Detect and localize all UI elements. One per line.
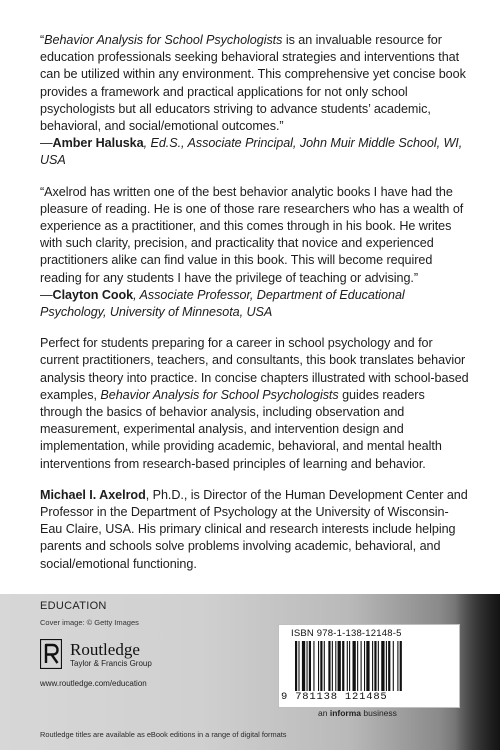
barcode-bar	[324, 641, 325, 691]
barcode-bar	[307, 641, 308, 691]
barcode-digits: 9 781138 121485	[281, 691, 388, 703]
author-name: Michael I. Axelrod	[40, 487, 146, 502]
informa-note	[318, 708, 397, 718]
attribution-role: , Associate Professor, Department of Educational Psychology, University of Minnesota, USA	[40, 287, 405, 320]
publisher-logo	[40, 632, 180, 676]
quote-block-2	[40, 184, 470, 322]
barcode-bar	[378, 641, 379, 691]
description-text: guides readers through the basics of behavior analysis, including observation and measurement, experimental analysis, and intervention design and implementation, while providing academic, behavioral, and mental health interventions from research-based principles of learning and behavior.	[40, 387, 442, 471]
barcode-bar	[381, 641, 384, 691]
barcode-bar	[295, 641, 297, 691]
publisher-group: Taylor & Francis Group	[70, 658, 152, 668]
barcode-bar	[338, 641, 341, 691]
attribution-name: Clayton Cook	[52, 287, 134, 302]
quote-text: is an invaluable resource for education professionals seeking behavioral strategies and interventions that can be utilized within any environment. This comprehensive yet concise book provides a framework and practical applications for not only school psychologists but all educators striving to advance students’ academic, behavioral, and social/emotional outcomes.”	[40, 33, 466, 134]
attribution-dash: —	[40, 287, 53, 302]
attribution-role: , Ed.S., Associate Principal, John Muir Middle School, WI, USA	[40, 136, 463, 168]
subject-category: EDUCATION	[40, 600, 107, 612]
barcode-bar	[332, 641, 333, 691]
barcode-bar	[347, 641, 348, 691]
barcode-bar	[313, 641, 314, 691]
cover-edge-shadow	[455, 594, 500, 750]
book-title-italic: Behavior Analysis for School Psychologists	[44, 33, 283, 47]
isbn-barcode-box	[278, 624, 460, 708]
publisher-wordmark	[70, 641, 152, 668]
barcode-icon	[295, 641, 445, 691]
author-bio-text: , Ph.D., is Director of the Human Development Center and Professor in the Department of Psychology at the University of Wisconsin-Eau Claire, USA. His primary clinical and research interests include helping parents and schools solve problems involving academic, behavioral, and social/emotional functioning.	[40, 487, 468, 571]
routledge-r-icon	[40, 639, 62, 669]
barcode-bar	[400, 641, 402, 691]
barcode-bar	[388, 641, 390, 691]
quote-text: “Axelrod has written one of the best behavior analytic books I have had the pleasure of reading. He is one of those rare researchers who has a wealth of experience as a practitioner, and this comes through in his book. He writes with such clarity, precision, and practicality that novice and experienced practitioners alike can find value in this book. This will become required reading for any students I have the privilege of teaching or advising.”	[40, 184, 464, 285]
barcode-bar	[349, 641, 350, 691]
barcode-bar	[361, 641, 362, 691]
barcode-bar	[357, 641, 358, 691]
barcode-bar	[386, 641, 387, 691]
barcode-bar	[353, 641, 356, 691]
informa-prefix: an	[318, 708, 330, 718]
quote-block-1	[40, 32, 470, 170]
barcode-bar	[393, 641, 394, 691]
cover-image-credit: Cover image: © Getty Images	[40, 618, 139, 627]
ebook-note: Routledge titles are available as eBook editions in a range of digital formats	[40, 730, 287, 739]
barcode-bar	[328, 641, 330, 691]
attribution-dash: —	[40, 136, 53, 151]
author-bio	[40, 487, 470, 573]
book-description	[40, 335, 470, 473]
barcode-bar	[342, 641, 344, 691]
quote-open-mark: “	[40, 33, 45, 47]
description-text: Perfect for students preparing for a career in school psychology and for current practitioners, teachers, and consultants, this book translates behavior analysis theory into practice. In concise chapters illustrated with school-based examples,	[40, 336, 469, 402]
informa-suffix: business	[361, 708, 397, 718]
publisher-name: Routledge	[70, 639, 140, 659]
barcode-bar	[374, 641, 376, 691]
barcode-bar	[309, 641, 311, 691]
footer-band	[0, 594, 500, 750]
publisher-website: www.routledge.com/education	[40, 679, 147, 688]
barcode-bar	[397, 641, 398, 691]
attribution-name: Amber Haluska	[52, 136, 144, 151]
barcode-bar	[366, 641, 369, 691]
barcode-bar	[364, 641, 365, 691]
barcode-bar	[372, 641, 373, 691]
isbn-label: ISBN 978-1-138-12148-5	[291, 628, 402, 639]
informa-brand: informa	[329, 708, 361, 718]
barcode-bar	[320, 641, 322, 691]
barcode-bar	[318, 641, 319, 691]
barcode-bar	[298, 641, 299, 691]
book-title-italic: Behavior Analysis for School Psychologists	[100, 387, 339, 402]
barcode-bar	[302, 641, 305, 691]
barcode-bar	[335, 641, 336, 691]
back-cover-text	[40, 32, 470, 587]
